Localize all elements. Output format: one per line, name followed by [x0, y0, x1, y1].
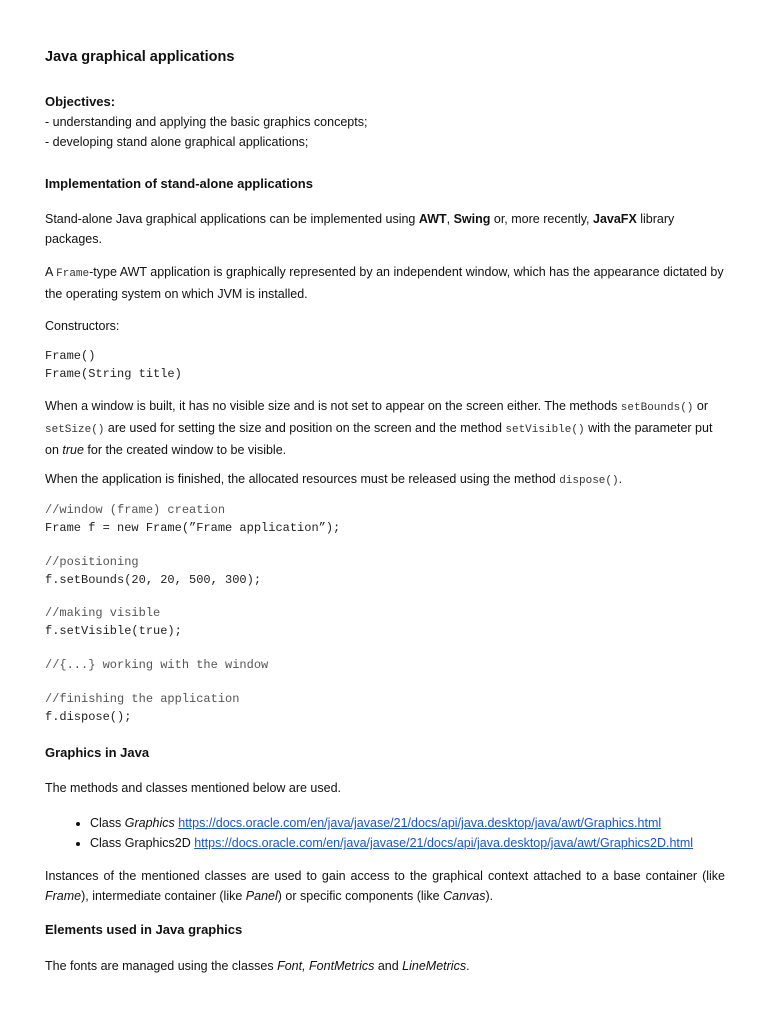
constructors-code — [45, 348, 725, 383]
impl-heading: Implementation of stand-alone applications — [45, 176, 313, 191]
code-group-5 — [45, 691, 725, 726]
graphics-intro: The methods and classes mentioned below are used. — [45, 781, 342, 795]
code-comment: //window (frame) creation — [45, 503, 226, 517]
code-group-3 — [45, 605, 725, 640]
code-group-1 — [45, 502, 725, 537]
code-line: f.dispose(); — [45, 709, 132, 724]
code-line: Frame() — [45, 349, 96, 363]
objective-item: - developing stand alone graphical applications; — [45, 135, 309, 149]
code-comment: //{...} working with the window — [45, 658, 269, 672]
elements-heading: Elements used in Java graphics — [45, 922, 243, 937]
impl-paragraph-2: A Frame-type AWT application is graphically represented by an independent window, which has the appearance dictated by the operating system on which JVM is installed. — [45, 265, 724, 301]
list-item: • Class Graphics https://docs.oracle.com/en/java/javase/21/docs/api/java.desktop/java/awt/Graphics.html — [90, 813, 735, 833]
objectives-section — [45, 92, 725, 152]
code-group-4 — [45, 657, 725, 675]
code-line: Frame(String title) — [45, 366, 182, 381]
constructors-label: Constructors: — [45, 319, 120, 333]
graphics-heading: Graphics in Java — [45, 745, 150, 760]
class-list — [45, 813, 735, 853]
graphics-paragraph: Instances of the mentioned classes are used to gain access to the graphical context attached to a base container (like Frame), intermediate container (like Panel) or specific components (like Canvas). — [45, 869, 725, 903]
impl-paragraph-3: When a window is built, it has no visible size and is not set to appear on the screen either. The methods setBounds() or setSize() are used for setting the size and position on the screen and the method setVisible() with the parameter put on true for the created window to be visible. — [45, 399, 713, 457]
graphics-doc-link[interactable]: https://docs.oracle.com/en/java/javase/21/docs/api/java.desktop/java/awt/Graphics.html — [178, 816, 662, 830]
code-comment: //finishing the application — [45, 692, 240, 706]
page-title: Java graphical applications — [45, 49, 235, 65]
graphics2d-doc-link[interactable]: https://docs.oracle.com/en/java/javase/21/docs/api/java.desktop/java/awt/Graphics2D.html — [194, 836, 694, 850]
code-group-2 — [45, 554, 725, 589]
code-comment: //positioning — [45, 555, 139, 569]
objective-item: - understanding and applying the basic graphics concepts; — [45, 115, 368, 129]
impl-paragraph-4: When the application is finished, the allocated resources must be released using the method dispose(). — [45, 472, 623, 487]
code-line: f.setVisible(true); — [45, 623, 182, 638]
code-line: Frame f = new Frame(”Frame application”); — [45, 520, 341, 535]
code-comment: //making visible — [45, 606, 161, 620]
objectives-heading: Objectives: — [45, 94, 116, 109]
impl-paragraph-1: Stand-alone Java graphical applications can be implemented using AWT, Swing or, more recently, JavaFX library packages. — [45, 212, 675, 246]
elements-paragraph: The fonts are managed using the classes Font, FontMetrics and LineMetrics. — [45, 959, 470, 973]
code-line: f.setBounds(20, 20, 500, 300); — [45, 572, 262, 587]
list-item: • Class Graphics2D https://docs.oracle.com/en/java/javase/21/docs/api/java.desktop/java/awt/Graphics2D.html — [90, 833, 735, 853]
